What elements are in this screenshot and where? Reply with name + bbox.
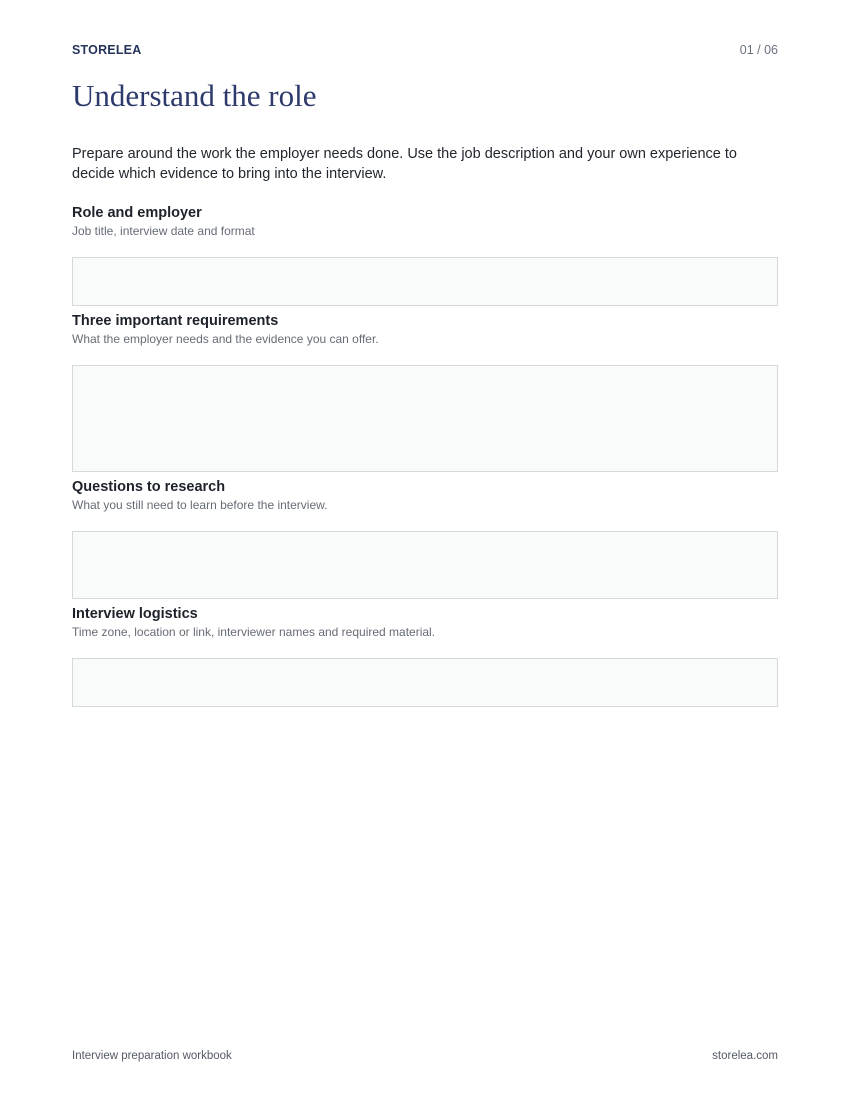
intro-text: Prepare around the work the employer needs done. Use the job description and your own experience to decide which evidence to bring into the interview. (72, 146, 737, 182)
interview-logistics-field[interactable] (72, 658, 778, 707)
section-three-important-requirements (72, 313, 778, 347)
three-important-requirements-field[interactable] (72, 365, 778, 472)
page-number: 01 / 06 (739, 43, 778, 57)
section-role-and-employer (72, 205, 778, 239)
section-hint: Job title, interview date and format (72, 224, 255, 238)
section-label: Interview logistics (72, 606, 198, 622)
section-label: Three important requirements (72, 313, 279, 329)
section-hint: What you still need to learn before the interview. (72, 498, 328, 512)
questions-to-research-field[interactable] (72, 531, 778, 599)
section-label: Role and employer (72, 205, 202, 221)
section-hint: What the employer needs and the evidence you can offer. (72, 332, 379, 346)
section-questions-to-research (72, 479, 778, 513)
role-and-employer-field[interactable] (72, 257, 778, 306)
brand-name: STORELEA (72, 43, 142, 57)
section-interview-logistics (72, 606, 778, 640)
footer-website: storelea.com (712, 1050, 778, 1062)
workbook-page (72, 0, 778, 1100)
section-hint: Time zone, location or link, interviewer names and required material. (72, 625, 436, 639)
page-title: Understand the role (72, 78, 317, 113)
section-label: Questions to research (72, 479, 226, 495)
footer-workbook-title: Interview preparation workbook (72, 1050, 232, 1062)
